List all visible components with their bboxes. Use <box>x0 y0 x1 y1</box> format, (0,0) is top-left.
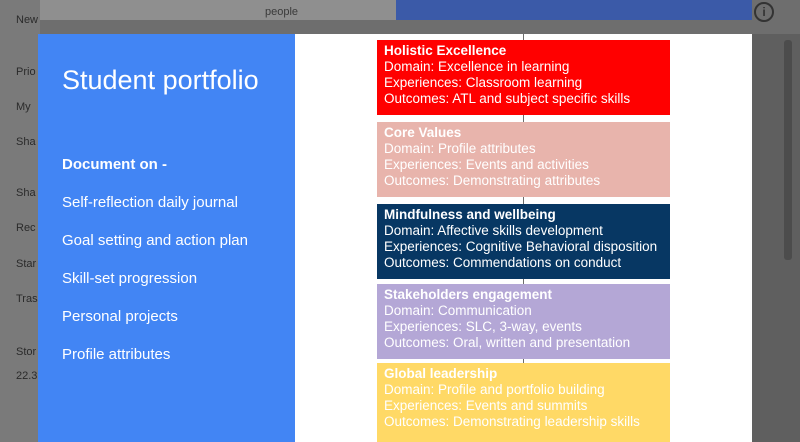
box-title: Mindfulness and wellbeing <box>384 207 556 222</box>
slide-preview <box>38 34 752 442</box>
storage-usage: 22.3 <box>16 370 38 382</box>
box-domain: Domain: Affective skills development <box>384 223 603 238</box>
box-experiences: Experiences: Events and summits <box>384 398 588 413</box>
nav-shared-with-me[interactable]: Sha <box>16 187 36 199</box>
info-icon[interactable]: i <box>754 2 774 22</box>
nav-starred[interactable]: Star <box>16 258 37 270</box>
background-top-card <box>40 0 396 20</box>
box-outcomes: Outcomes: Demonstrating attributes <box>384 173 601 188</box>
nav-new[interactable]: New <box>16 14 39 26</box>
box-title: Core Values <box>384 125 462 140</box>
nav-my-drive[interactable]: My <box>16 101 31 113</box>
box-outcomes: Outcomes: Commendations on conduct <box>384 255 622 270</box>
box-domain: Domain: Profile and portfolio building <box>384 382 605 397</box>
box-mindfulness-wellbeing <box>377 204 670 279</box>
box-outcomes: Outcomes: ATL and subject specific skills <box>384 91 631 106</box>
box-title: Stakeholders engagement <box>384 287 553 302</box>
nav-shared-drives[interactable]: Sha <box>16 136 36 148</box>
document-item: Skill-set progression <box>62 270 198 287</box>
box-holistic-excellence <box>377 40 670 115</box>
box-experiences: Experiences: Classroom learning <box>384 75 583 90</box>
nav-trash[interactable]: Tras <box>16 293 38 305</box>
box-outcomes: Outcomes: Oral, written and presentation <box>384 335 631 350</box>
box-core-values <box>377 122 670 197</box>
nav-storage[interactable]: Stor <box>16 346 37 358</box>
nav-recent[interactable]: Rec <box>16 222 36 234</box>
slide-left-panel <box>38 34 295 442</box>
background-top-blue-card <box>396 0 752 20</box>
nav-priority[interactable]: Prio <box>16 66 36 78</box>
box-stakeholders-engagement <box>377 284 670 359</box>
box-domain: Domain: Communication <box>384 303 532 318</box>
box-domain: Domain: Profile attributes <box>384 141 536 156</box>
background-top-card-text: people <box>265 6 299 18</box>
box-experiences: Experiences: Events and activities <box>384 157 589 172</box>
background-scrollbar[interactable] <box>784 40 792 260</box>
box-global-leadership <box>377 363 670 442</box>
document-item: Personal projects <box>62 308 178 325</box>
background-right-panel <box>752 34 800 442</box>
document-heading: Document on - <box>62 156 167 173</box>
box-experiences: Experiences: SLC, 3-way, events <box>384 319 582 334</box>
document-item: Self-reflection daily journal <box>62 194 238 211</box>
document-list <box>62 184 248 374</box>
box-title: Global leadership <box>384 366 498 381</box>
document-item: Profile attributes <box>62 346 171 363</box>
document-item: Goal setting and action plan <box>62 232 248 249</box>
box-experiences: Experiences: Cognitive Behavioral disposition <box>384 239 658 254</box>
slide-title: Student portfolio <box>62 65 259 95</box>
box-title: Holistic Excellence <box>384 43 507 58</box>
box-outcomes: Outcomes: Demonstrating leadership skills <box>384 414 640 429</box>
box-domain: Domain: Excellence in learning <box>384 59 570 74</box>
